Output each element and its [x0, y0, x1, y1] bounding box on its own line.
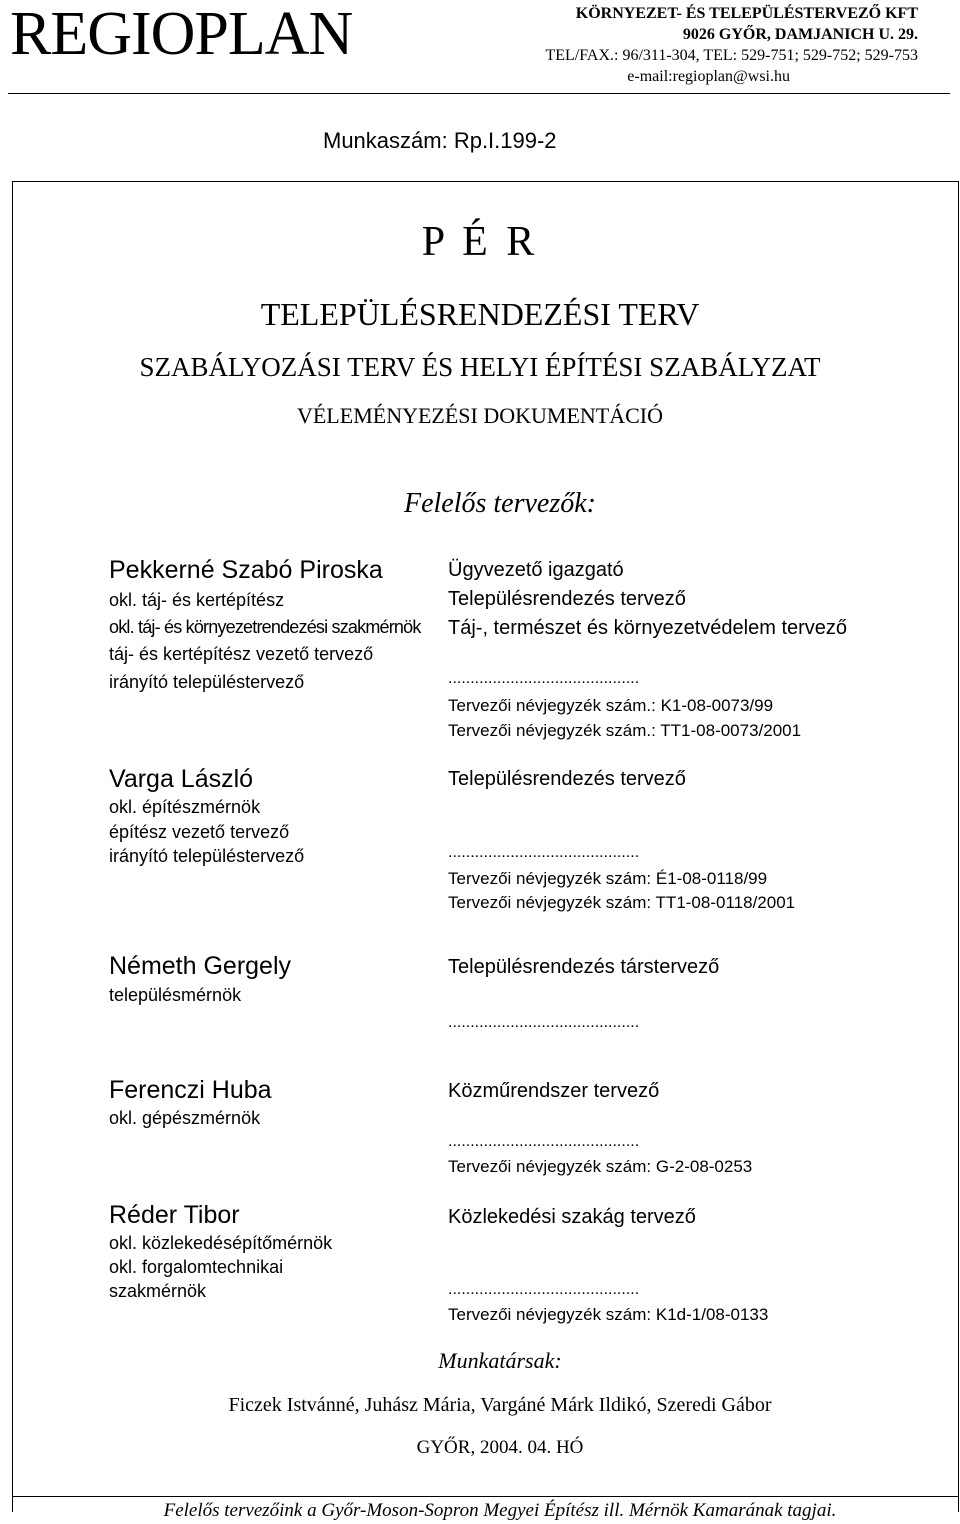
company-email: e-mail:regioplan@wsi.hu: [627, 68, 790, 85]
footer-note: Felelős tervezőink a Győr-Moson-Sopron Megyei Építész ill. Mérnök Kamarának tagjai.: [163, 1500, 837, 1521]
responsible-designers-heading: Felelős tervezők:: [403, 488, 597, 519]
designer-name: Ferenczi Huba: [109, 1076, 272, 1104]
designer-qualification: okl. táj- és környezetrendezési szakmérnök: [109, 617, 421, 637]
designer-name: Réder Tibor: [109, 1201, 240, 1229]
staff-list: Ficzek Istvánné, Juhász Mária, Vargáné Márk Ildikó, Szeredi Gábor: [228, 1394, 772, 1416]
designer-qualification: szakmérnök: [109, 1281, 207, 1301]
designer-role: Közlekedési szakág tervező: [448, 1206, 696, 1228]
registry-number: Tervezői névjegyzék szám.: K1-08-0073/99: [448, 696, 774, 715]
registry-number: Tervezői névjegyzék szám: TT1-08-0118/2001: [448, 893, 796, 912]
plan-subtitle: SZABÁLYOZÁSI TERV ÉS HELYI ÉPÍTÉSI SZABÁLYZAT: [139, 352, 821, 382]
designer-qualification: irányító településtervező: [109, 846, 305, 866]
designer-qualification: településmérnök: [109, 985, 242, 1005]
designer-role: Településrendezés társtervező: [448, 956, 720, 978]
place-date: GYŐR, 2004. 04. HÓ: [416, 1437, 584, 1458]
staff-heading: Munkatársak:: [438, 1348, 562, 1373]
designer-role: Településrendezés tervező: [448, 768, 686, 790]
footer-divider: [12, 1496, 958, 1497]
registry-number: Tervezői névjegyzék szám: É1-08-0118/99: [448, 869, 768, 888]
document-title: P É R: [421, 219, 539, 265]
designer-qualification: okl. forgalomtechnikai: [109, 1257, 284, 1277]
designer-role: Ügyvezető igazgató: [448, 559, 624, 581]
signature-line: ...........................................: [448, 670, 640, 687]
designer-qualification: irányító településtervező: [109, 672, 305, 692]
designer-qualification: okl. táj- és kertépítész: [109, 590, 285, 610]
company-phone: TEL/FAX.: 96/311-304, TEL: 529-751; 529-752; 529-753: [545, 47, 918, 64]
signature-line: ...........................................: [448, 1014, 640, 1031]
company-logo: REGIOPLAN: [10, 0, 353, 68]
plan-title: TELEPÜLÉSRENDEZÉSI TERV: [260, 296, 700, 332]
signature-line: ...........................................: [448, 844, 640, 861]
designer-qualification: okl. közlekedésépítőmérnök: [109, 1233, 333, 1253]
designer-qualification: okl. építészmérnök: [109, 797, 261, 817]
designer-role: Közműrendszer tervező: [448, 1080, 660, 1102]
designer-role: Településrendezés tervező: [448, 588, 686, 610]
signature-line: ...........................................: [448, 1133, 640, 1150]
company-name: KÖRNYEZET- ÉS TELEPÜLÉSTERVEZŐ KFT: [575, 5, 918, 22]
registry-number: Tervezői névjegyzék szám.: TT1-08-0073/2001: [448, 721, 802, 740]
registry-number: Tervezői névjegyzék szám: K1d-1/08-0133: [448, 1305, 769, 1324]
designer-role: Táj-, természet és környezetvédelem tervező: [448, 617, 848, 639]
designer-qualification: építész vezető tervező: [109, 822, 290, 842]
document-type: VÉLEMÉNYEZÉSI DOKUMENTÁCIÓ: [296, 403, 663, 428]
work-number: Munkaszám: Rp.I.199-2: [323, 128, 557, 153]
registry-number: Tervezői névjegyzék szám: G-2-08-0253: [448, 1157, 753, 1176]
company-address: 9026 GYŐR, DAMJANICH U. 29.: [682, 26, 918, 43]
designer-qualification: okl. gépészmérnök: [109, 1108, 261, 1128]
designer-qualification: táj- és kertépítész vezető tervező: [109, 644, 374, 664]
header-divider: [8, 93, 950, 94]
designer-name: Németh Gergely: [109, 952, 292, 980]
designer-name: Pekkerné Szabó Piroska: [109, 556, 383, 584]
designer-name: Varga László: [109, 765, 254, 793]
signature-line: ...........................................: [448, 1281, 640, 1298]
